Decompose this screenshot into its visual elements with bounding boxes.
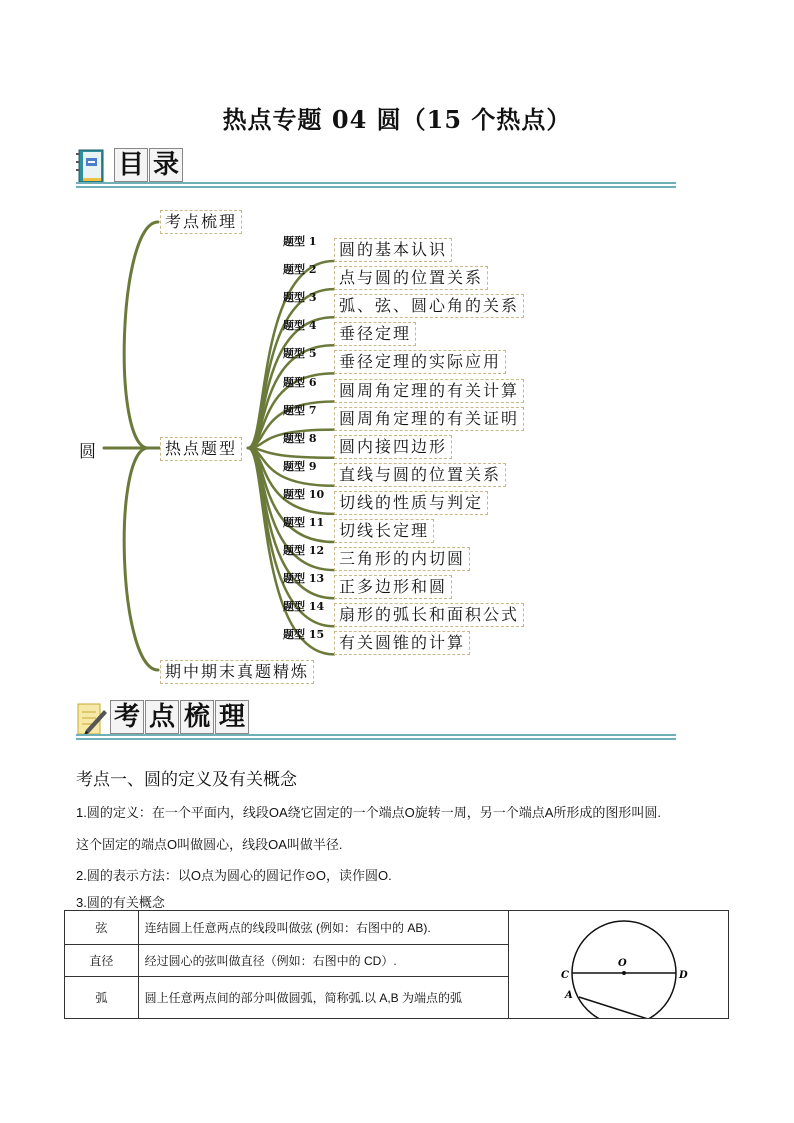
mindmap-root: 圆 — [79, 442, 96, 462]
kp-header — [76, 700, 676, 740]
kp1-paragraph-3: 2.圆的表示方法：以O点为圆心的圆记作⊙O，读作圆O. — [76, 868, 392, 883]
circle-diagram — [515, 912, 720, 1018]
definition-cell: 圆上任意两点间的部分叫做圆弧，简称弧.以 A,B 为端点的弧 — [138, 977, 508, 1019]
topic-item: 圆周角定理的有关证明 — [334, 407, 524, 431]
circle-outline — [572, 921, 676, 1018]
topic-tag: 题型 4 — [283, 319, 317, 333]
chord-ab — [579, 997, 648, 1018]
topic-item: 弧、弦、圆心角的关系 — [334, 294, 524, 318]
topic-tag: 题型 2 — [283, 263, 317, 277]
kp-char: 理 — [215, 700, 249, 734]
kp-char: 梳 — [180, 700, 214, 734]
circle-figure-cell — [509, 911, 729, 1019]
toc-char: 录 — [149, 148, 183, 182]
branch-qizhong: 期中期末真题精炼 — [160, 660, 314, 684]
concepts-table — [64, 910, 729, 1019]
kp1-paragraph-2: 这个固定的端点O叫做圆心，线段OA叫做半径. — [76, 837, 343, 852]
branch-kaodian: 考点梳理 — [160, 210, 242, 234]
topic-item: 点与圆的位置关系 — [334, 266, 488, 290]
topic-item: 扇形的弧长和面积公式 — [334, 603, 524, 627]
term-cell: 弧 — [65, 977, 139, 1019]
branch-redian: 热点题型 — [160, 437, 242, 461]
topic-item: 有关圆锥的计算 — [334, 631, 470, 655]
topic-item: 垂径定理 — [334, 322, 416, 346]
topic-item: 正多边形和圆 — [334, 575, 452, 599]
topic-item: 切线长定理 — [334, 519, 434, 543]
topic-tag: 题型 6 — [283, 375, 317, 389]
topic-tag: 题型 8 — [283, 431, 317, 445]
label-c: C — [561, 969, 569, 981]
label-o: O — [618, 957, 627, 969]
topic-tag: 题型 11 — [283, 516, 325, 529]
topic-item: 垂径定理的实际应用 — [334, 350, 506, 374]
topic-item: 圆的基本认识 — [334, 238, 452, 262]
topic-tag: 题型 1 — [283, 235, 317, 248]
kp1-title: 考点一、圆的定义及有关概念 — [76, 770, 297, 789]
topic-item: 切线的性质与判定 — [334, 491, 488, 515]
topic-item: 三角形的内切圆 — [334, 547, 470, 571]
topic-tag: 题型 5 — [283, 347, 317, 361]
topic-tag: 题型 3 — [283, 291, 317, 305]
table-row — [65, 911, 729, 945]
definition-cell: 经过圆心的弦叫做直径（例如：右图中的 CD）. — [138, 945, 508, 977]
kp1-paragraph-4: 3.圆的有关概念 — [76, 895, 165, 910]
definition-cell: 连结圆上任意两点的线段叫做弦 (例如：右图中的 AB). — [138, 911, 508, 945]
label-d: D — [679, 969, 688, 981]
topic-tag: 题型 12 — [283, 544, 325, 558]
topic-tag: 题型 13 — [283, 572, 325, 586]
kp-header-title — [110, 700, 250, 734]
kp-char: 考 — [110, 700, 144, 734]
topic-tag: 题型 15 — [283, 628, 325, 642]
topic-tag: 题型 9 — [283, 459, 317, 473]
topic-tag: 题型 7 — [283, 403, 317, 417]
toc-char: 目 — [114, 148, 148, 182]
term-cell: 弦 — [65, 911, 139, 945]
kp1-paragraph-1: 1.圆的定义：在一个平面内，线段OA绕它固定的一个端点O旋转一周，另一个端点A所形成的图形叫圆. — [76, 805, 662, 820]
topic-tag: 题型 14 — [283, 600, 325, 614]
topic-item: 圆周角定理的有关计算 — [334, 379, 524, 403]
document-title: 热点专题 04 圆（15 个热点） — [222, 105, 572, 134]
term-cell: 直径 — [65, 945, 139, 977]
topic-item: 直线与圆的位置关系 — [334, 463, 506, 487]
notepad-pencil-icon — [76, 700, 108, 738]
label-a: A — [565, 989, 573, 1001]
topic-item: 圆内接四边形 — [334, 435, 452, 459]
kp-char: 点 — [145, 700, 179, 734]
topic-tag: 题型 10 — [283, 487, 325, 501]
